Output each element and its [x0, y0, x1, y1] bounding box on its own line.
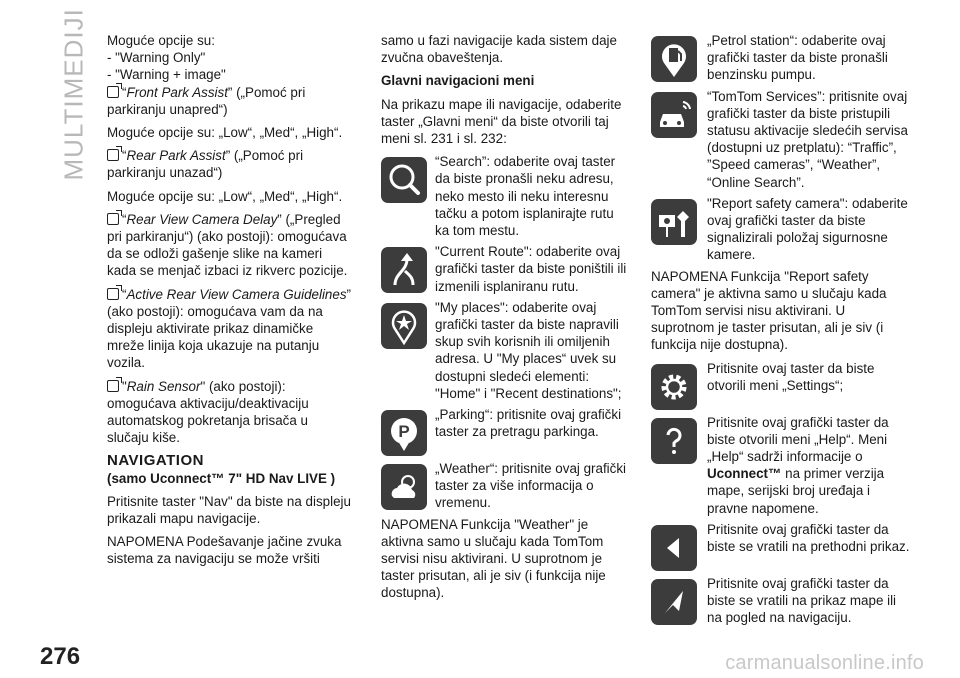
- paragraph: NAPOMENA Podešavanje jačine zvuka sistema za navigaciju se može vršiti: [107, 534, 342, 567]
- option-name: Active Rear View Camera Guidelines: [126, 286, 347, 302]
- paragraph: Pritisnite taster "Nav" da biste na displeju prikazali mapu navigacije.: [107, 493, 351, 527]
- petrol-station-item: [651, 32, 911, 84]
- svg-text:P: P: [398, 422, 410, 442]
- search-description: “Search”: odaberite ovaj taster da biste pronašli neku adresu, neko mesto ili neku interesnu tačku a potom isplanirajte rutu ka tom mestu.: [435, 154, 616, 239]
- back-icon: [651, 525, 697, 571]
- tomtom-services-description: “TomTom Services”: pritisnite ovaj grafički taster da biste pristupili statusu aktivacije sledećih servisa (dostupni uz pretplatu): “Traffic”, ”Speed cameras”, “Weather”, “Online Search”.: [707, 88, 908, 190]
- rear-view-camera-delay-item: [107, 211, 352, 280]
- my-places-item: [381, 299, 631, 402]
- quote-mark: “: [122, 211, 127, 227]
- option-name: Rear View Camera Delay: [126, 211, 278, 227]
- parking-description: „Parking“: pritisnite ovaj grafički taster za pretragu parkinga.: [435, 407, 622, 440]
- quote-mark: “: [122, 286, 127, 302]
- column-1: [107, 32, 352, 574]
- current-route-item: [381, 243, 631, 295]
- weather-description: „Weather“: pritisnite ovaj grafički taster za više informacija o vremenu.: [435, 461, 627, 511]
- search-icon: [381, 157, 427, 203]
- current-route-description: "Current Route": odaberite ovaj grafički taster da biste poništili ili izmenili isplaniranu rutu.: [435, 244, 627, 294]
- submenu-icon: [107, 380, 119, 392]
- back-item: [651, 521, 911, 571]
- submenu-icon: [107, 288, 119, 300]
- option-name: Front Park Assist: [126, 84, 228, 100]
- paragraph: samo u fazi navigacije kada sistem daje zvučna obaveštenja.: [381, 33, 617, 66]
- weather-note: NAPOMENA Funkcija "Weather" je aktivna samo u slučaju kada TomTom servisi nisu aktivirani. U suprotnom je taster prisutan, ali je siv (i funkcija nije dostupna).: [381, 516, 606, 601]
- help-text: Pritisnite ovaj grafički taster da biste otvorili meni „Help“. Meni „Help“ sadrži informacije o: [707, 414, 889, 465]
- active-rear-view-camera-item: [107, 286, 352, 372]
- back-description: Pritisnite ovaj grafički taster da biste se vratili na prethodni prikaz.: [707, 521, 910, 555]
- option-description: ” (ako postoji): omogućava vam da na displeju aktivirate prikaz dinamičke mreže linija koja ukazuje na putanju vozila.: [107, 286, 351, 371]
- page-number: 276: [40, 643, 81, 670]
- map-view-description: Pritisnite ovaj grafički taster da biste se vratili na prikaz mape ili na pogled na navigaciju.: [707, 575, 897, 626]
- help-description: [707, 414, 911, 517]
- rain-sensor-item: [107, 378, 352, 447]
- paragraph: Moguće opcije su:: [107, 33, 215, 48]
- section-side-tab: [52, 8, 92, 181]
- parking-item: [381, 406, 631, 456]
- option-description: " (ako postoji): omogućava aktivaciju/deaktivaciju automatskog pokretanja brisača u slučaju kiše.: [107, 378, 309, 446]
- paragraph: - "Warning + image": [107, 67, 226, 83]
- safety-camera-note: NAPOMENA Funkcija "Report safety camera" je aktivna samo u slučaju kada TomTom servisi nisu aktivirani. U suprotnom je taster prisutan, ali je siv (i funkcija nije dostupna).: [651, 268, 887, 353]
- quote-mark: “: [122, 84, 127, 100]
- star-pin-icon: [381, 303, 427, 349]
- watermark: carmanualsonline.info: [725, 652, 924, 674]
- gear-icon: [651, 364, 697, 410]
- report-safety-camera-description: "Report safety camera": odaberite ovaj grafički taster da biste signalizirali položaj sigurnosne kamere.: [707, 195, 908, 263]
- submenu-icon: [107, 86, 119, 98]
- submenu-icon: [107, 213, 119, 225]
- help-item: [651, 414, 911, 517]
- column-2: [381, 32, 631, 608]
- route-icon: [381, 247, 427, 293]
- main-menu-heading: Glavni navigacioni meni: [381, 73, 535, 89]
- report-safety-camera-item: [651, 195, 911, 264]
- search-item: [381, 153, 631, 239]
- option-name: Rear Park Assist: [126, 148, 226, 164]
- option-name: Rain Sensor: [126, 378, 201, 394]
- help-text-end: na primer verzija mape, serijski broj uređaja i pravne napomene.: [707, 466, 885, 516]
- brand-name: Uconnect™: [707, 466, 782, 482]
- petrol-station-description: „Petrol station“: odaberite ovaj grafički taster da biste pronašli benzinsku pumpu.: [707, 33, 888, 83]
- connected-car-icon: [651, 92, 697, 138]
- navigation-arrow-icon: [651, 579, 697, 625]
- quote-mark: ": [122, 378, 127, 394]
- option-description: ” („Pomoć pri parkiranju unapred“): [107, 84, 306, 117]
- paragraph: Moguće opcije su: „Low“, „Med“, „High“.: [107, 188, 343, 204]
- column-3: [651, 32, 911, 630]
- paragraph: Moguće opcije su: „Low“, „Med“, „High“.: [107, 125, 343, 141]
- submenu-icon: [107, 149, 119, 161]
- quote-mark: “: [122, 148, 127, 164]
- paragraph: - "Warning Only": [107, 50, 206, 66]
- speed-camera-icon: [651, 199, 697, 245]
- section-side-tab-label: MULTIMEDIJI: [58, 8, 89, 181]
- parking-icon: [381, 410, 427, 456]
- help-icon: [651, 418, 697, 464]
- fuel-pin-icon: [651, 36, 697, 82]
- option-description: ” („Pomoć pri parkiranju unazad“): [107, 148, 304, 181]
- tomtom-services-item: [651, 88, 911, 191]
- paragraph: Na prikazu mape ili navigacije, odaberite taster „Glavni meni“ da biste otvorili taj meni sl. 231 i sl. 232:: [381, 96, 622, 147]
- front-park-assist-item: [107, 84, 352, 118]
- rear-park-assist-item: [107, 147, 352, 181]
- my-places-description: "My places": odaberite ovaj grafički taster da biste napravili skup svih korisnih ili omiljenih adresa. U "My places“ uvek su dostupni sledeći elementi: "Home" i "Recent destinations";: [435, 299, 622, 401]
- settings-description: Pritisnite ovaj taster da biste otvorili meni „Settings“;: [707, 360, 875, 393]
- weather-item: [381, 460, 631, 512]
- settings-item: [651, 360, 911, 410]
- navigation-subheading: (samo Uconnect™ 7" HD Nav LIVE ): [107, 470, 336, 486]
- weather-icon: [381, 464, 427, 510]
- map-view-item: [651, 575, 911, 627]
- option-description: ” („Pregled pri parkiranju“) (ako postoji): omogućava da se odloži gašenje slike na kameri kada se menjač izbaci iz rikverc pozicije.: [107, 211, 348, 279]
- navigation-heading: NAVIGATION: [107, 452, 204, 470]
